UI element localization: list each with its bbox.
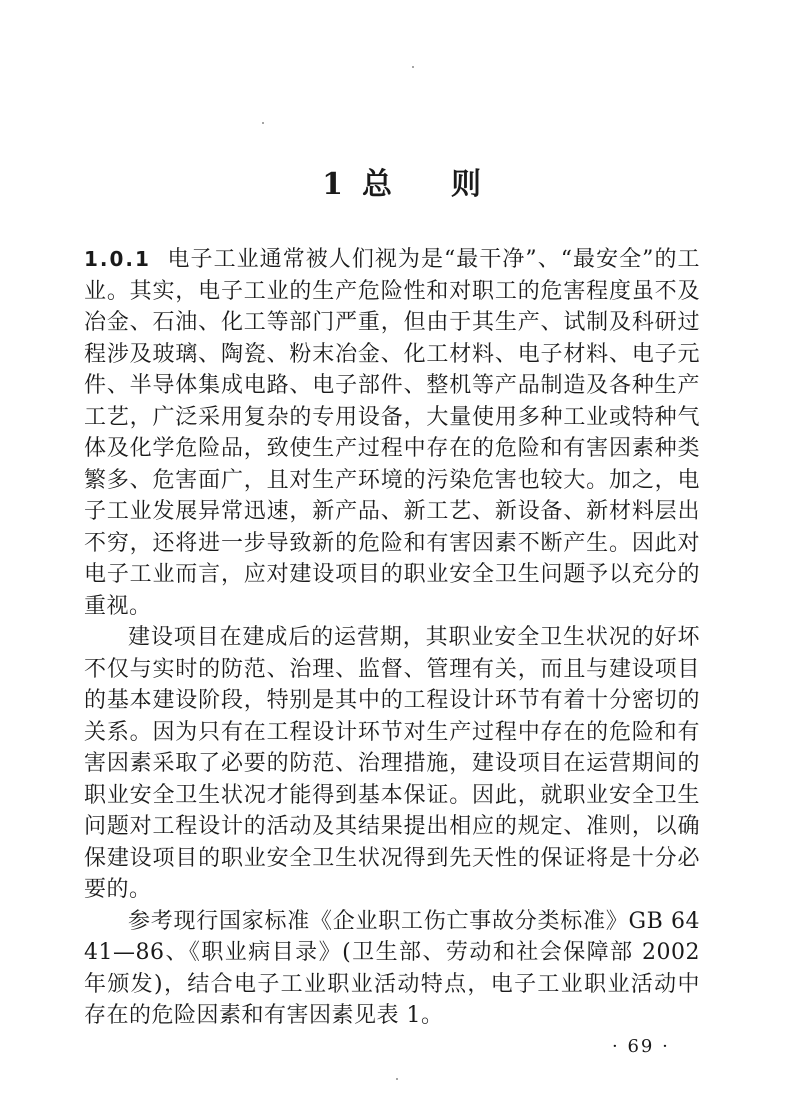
body-text: [84, 244, 700, 1032]
paragraph-1-text: 电子工业通常被人们视为是“最干净”、“最安全”的工业。其实，电子工业的生产危险性和对职工的危害程度虽不及冶金、石油、化工等部门严重，但由于其生产、试制及科研过程涉及玻璃、陶瓷、粉末冶金、化工材料、电子材料、电子元件、半导体集成电路、电子部件、整机等产品制造及各种生产工艺，广泛采用复杂的专用设备，大量使用多种工业或特种气体及化学危险品，致使生产过程中存在的危险和有害因素种类繁多、危害面广，且对生产环境的污染危害也较大。加之，电子工业发展异常迅速，新产品、新工艺、新设备、新材料层出不穷，还将进一步导致新的危险和有害因素不断产生。因此对电子工业而言，应对建设项目的职业安全卫生问题予以充分的重视。: [84, 247, 700, 619]
chapter-title-part-2: 则: [450, 167, 482, 203]
page-number: · 69 ·: [612, 1036, 670, 1057]
scan-speck: [396, 1078, 398, 1080]
scan-speck: [262, 122, 264, 124]
paragraph-2: 建设项目在建成后的运营期，其职业安全卫生状况的好坏不仅与实时的防范、治理、监督、管理有关，而且与建设项目的基本建设阶段，特别是其中的工程设计环节有着十分密切的关系。因为只有在工程设计环节对生产过程中存在的危险和有害因素采取了必要的防范、治理措施，建设项目在运营期间的职业安全卫生状况才能得到基本保证。因此，就职业安全卫生问题对工程设计的活动及其结果提出相应的规定、准则，以确保建设项目的职业安全卫生状况得到先天性的保证将是十分必要的。: [84, 625, 700, 902]
paragraph-3: 参考现行国家标准《企业职工伤亡事故分类标准》GB 6441—86、《职业病目录》(卫生部、劳动和社会保障部 2002 年颁发)，结合电子工业职业活动特点，电子工业职业活动中存在的危险因素和有害因素见表 1。: [84, 908, 700, 1028]
chapter-title-part-1: 总: [361, 167, 393, 203]
scan-speck: [412, 66, 414, 68]
clause-number: 1.0.1: [84, 247, 151, 271]
paragraph-1: [84, 244, 700, 622]
chapter-number: 1: [322, 167, 344, 203]
chapter-heading: [0, 168, 804, 202]
